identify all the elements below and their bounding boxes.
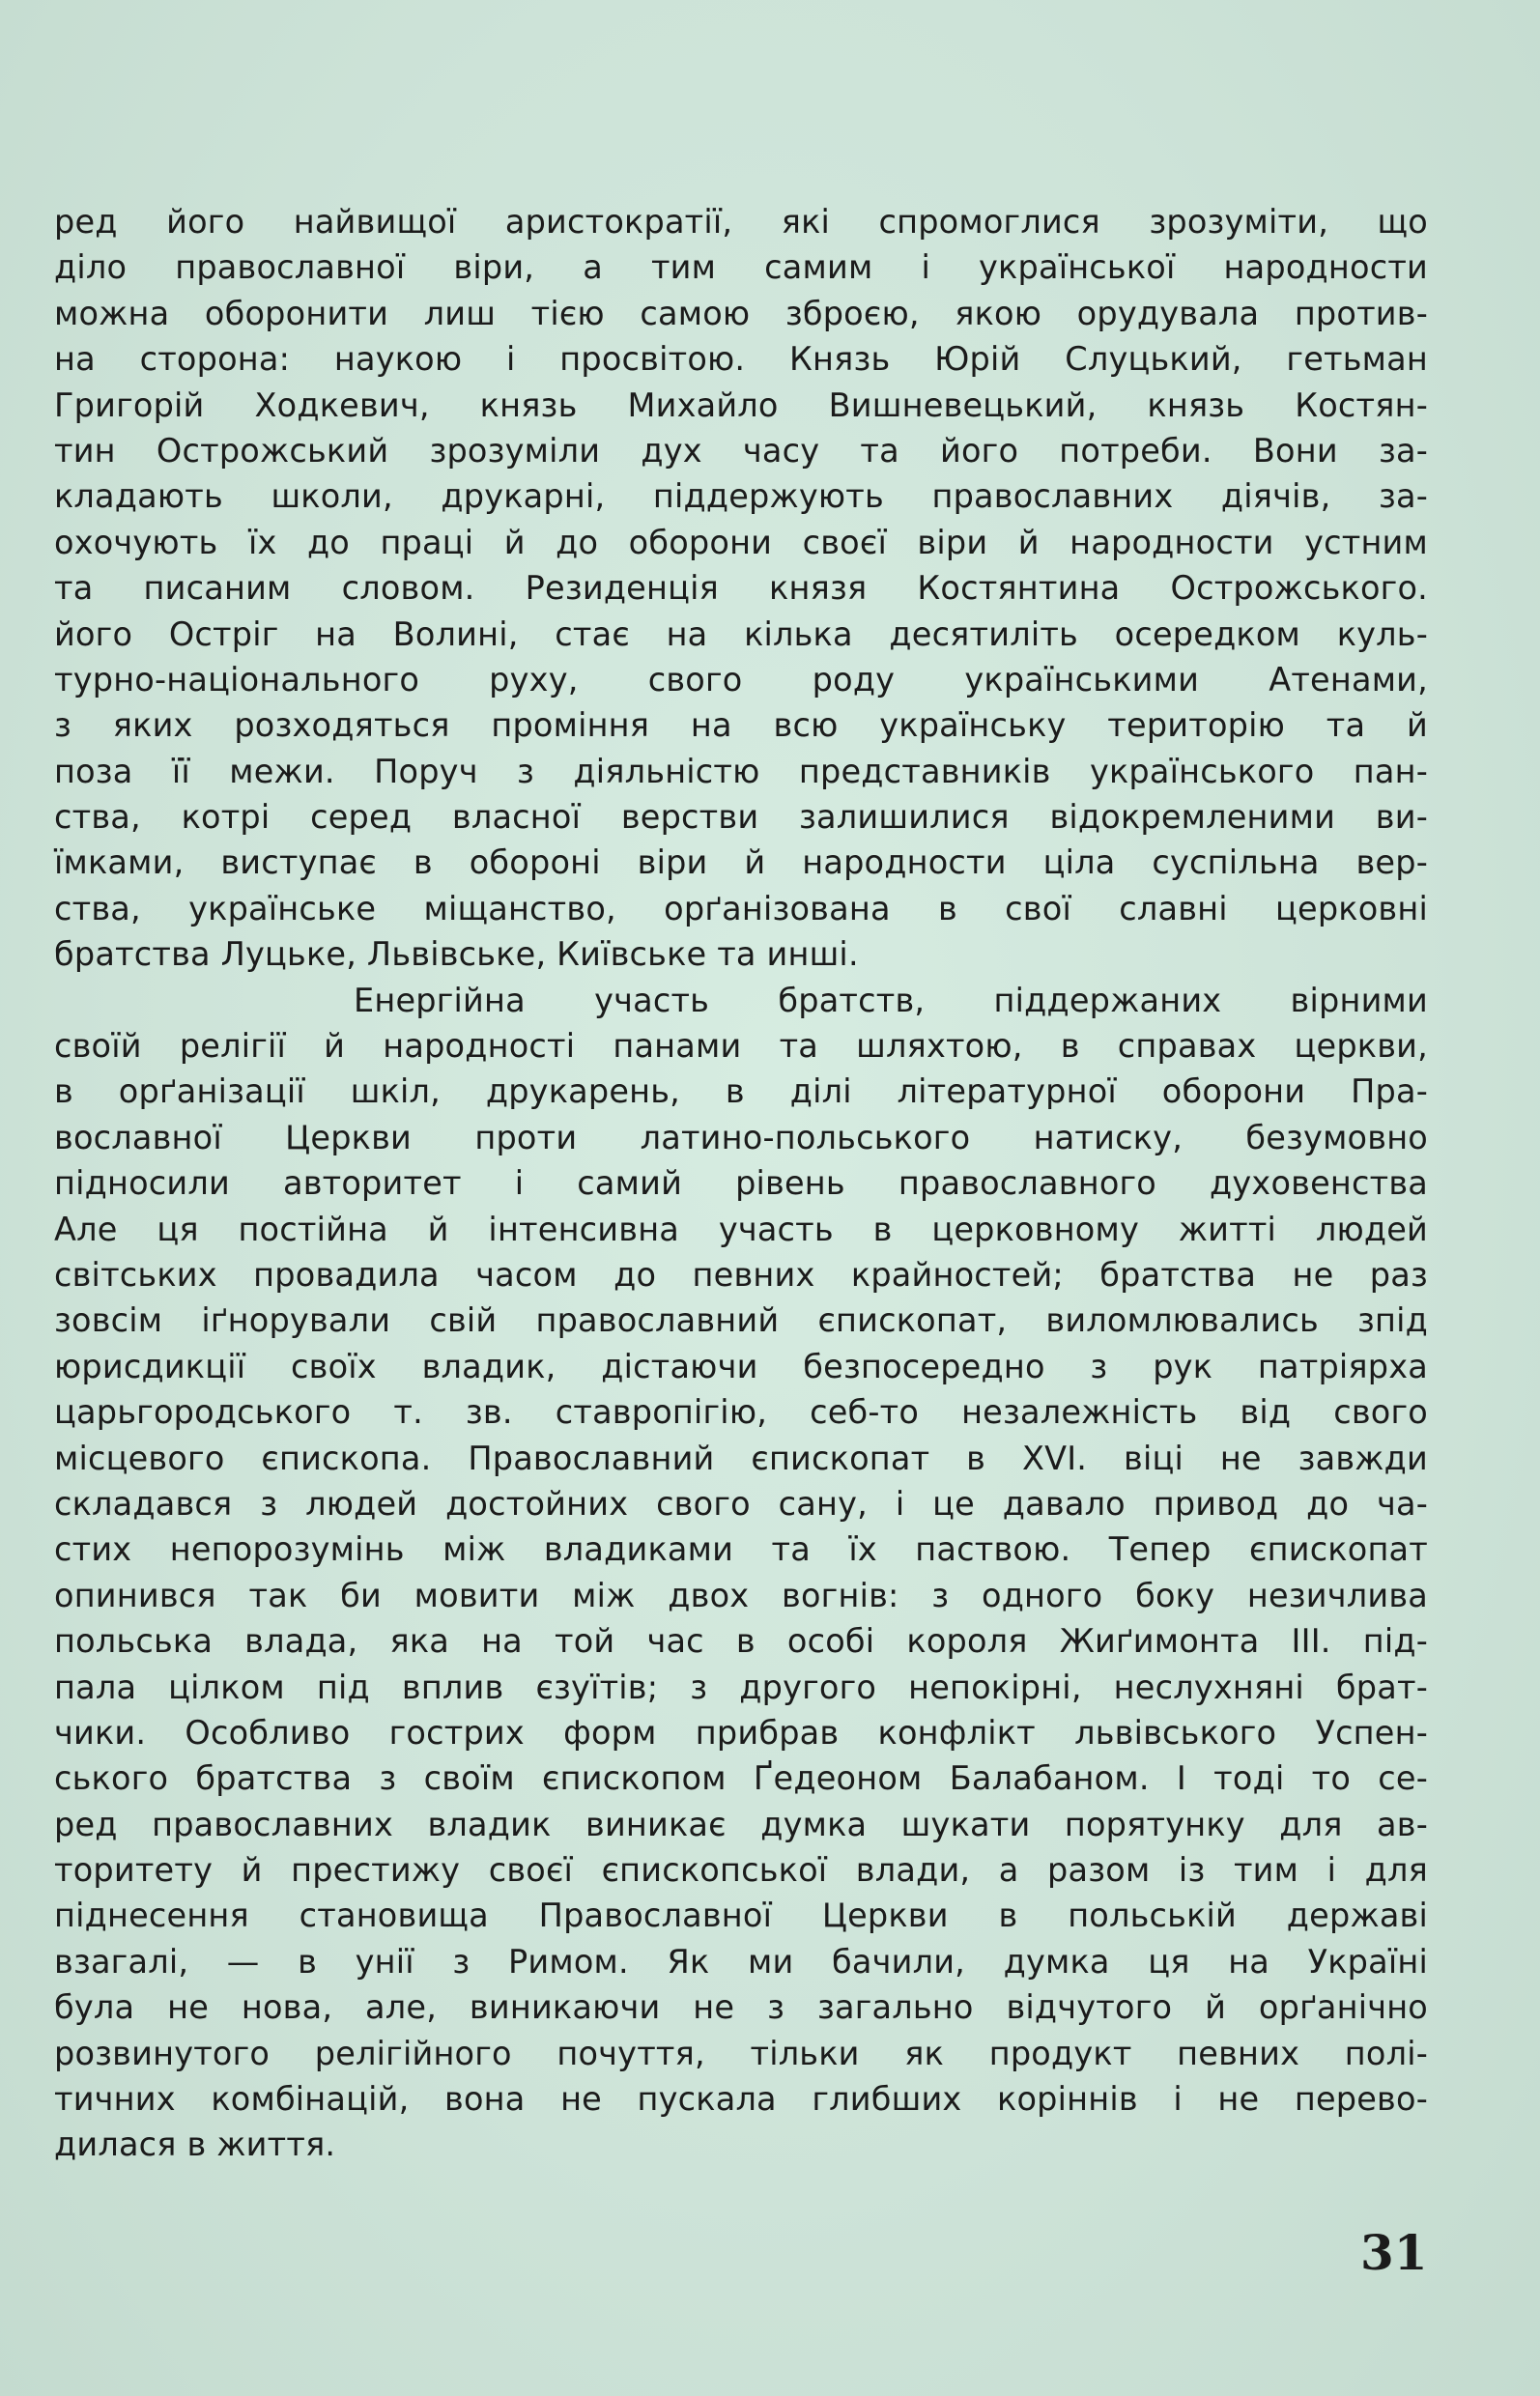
text-line: ред православних владик виникає думка шукати порятунку для ав- (54, 1805, 1428, 1843)
text-line: складався з людей достойних свого сану, і це давало привод до ча- (54, 1484, 1428, 1523)
text-line: з яких розходяться проміння на всю українську територію та й (54, 706, 1428, 745)
text-line: стих непорозумінь між владиками та їх паствою. Тепер єпископат (54, 1530, 1428, 1569)
text-line: опинився так би мовити між двох вогнів: з одного боку незичлива (54, 1576, 1428, 1614)
text-line: його Остріг на Волині, стає на кілька десятиліть осередком куль- (54, 614, 1428, 653)
text-line: чики. Особливо гострих форм прибрав конфлікт львівського Успен- (54, 1713, 1428, 1752)
paragraph-1 (54, 199, 1428, 978)
text-line: ського братства з своїм єпископом Ґедеоном Балабаном. І тоді то се- (54, 1759, 1428, 1798)
text-line: братства Луцьке, Львівське, Київське та инші. (54, 935, 859, 974)
text-line: поза її межи. Поруч з діяльністю представників українського пан- (54, 752, 1428, 790)
text-line: можна оборонити лиш тією самою зброєю, якою орудувала против- (54, 294, 1428, 332)
text-line: в орґанізації шкіл, друкарень, в ділі літературної оборони Пра- (54, 1072, 1428, 1111)
text-line: та писаним словом. Резиденція князя Костянтина Острожського. (54, 569, 1428, 608)
text-line: розвинутого релігійного почуття, тільки як продукт певних полі- (54, 2034, 1428, 2072)
text-line: місцевого єпископа. Православний єпископат в XVI. віці не завжди (54, 1439, 1428, 1477)
text-line: Але ця постійна й інтенсивна участь в церковному житті людей (54, 1210, 1428, 1248)
text-line: польська влада, яка на той час в особі короля Жиґимонта III. під- (54, 1622, 1428, 1661)
text-line: ред його найвищої аристократії, які спромоглися зрозуміти, що (54, 203, 1428, 241)
text-line: Григорій Ходкевич, князь Михайло Вишневецький, князь Костян- (54, 385, 1428, 424)
text-line: дилася в життя. (54, 2125, 336, 2164)
paragraph-2 (54, 978, 1428, 2168)
text-line: діло православної віри, а тим самим і української народности (54, 248, 1428, 287)
text-line: кладають школи, друкарні, піддержують православних діячів, за- (54, 477, 1428, 516)
text-line: тин Острожський зрозуміли дух часу та його потреби. Вони за- (54, 431, 1428, 470)
text-line: на сторона: наукою і просвітою. Князь Юрій Слуцький, гетьман (54, 340, 1428, 379)
text-line: охочують їх до праці й до оборони своєї віри й народности устним (54, 523, 1428, 561)
body-text (54, 199, 1428, 2168)
text-line: пала цілком під вплив єзуїтів; з другого непокірні, неслухняні брат- (54, 1668, 1428, 1706)
text-line: була не нова, але, виникаючи не з загально відчутого й орґанічно (54, 1988, 1428, 2027)
text-line: тичних комбінацій, вона не пускала глибших коріннів і не перево- (54, 2080, 1428, 2119)
text-line: ства, котрі серед власної верстви залишилися відокремленими ви- (54, 798, 1428, 837)
text-line: піднесення становища Православної Церкви в польській державі (54, 1897, 1428, 1935)
text-line: торитету й престижу своєї єпископської влади, а разом із тим і для (54, 1851, 1428, 1890)
text-line: царьгородського т. зв. ставропігію, себ-то незалежність від свого (54, 1393, 1428, 1432)
text-line: взагалі, — в унії з Римом. Як ми бачили, думка ця на Україні (54, 1942, 1428, 1981)
text-line: ства, українське міщанство, орґанізована в свої славні церковні (54, 889, 1428, 927)
text-line: їмками, виступає в обороні віри й народности ціла суспільна вер- (54, 843, 1428, 882)
text-line: зовсім іґнорували свій православний єпископат, виломлювались зпід (54, 1301, 1428, 1340)
text-line: турно-національного руху, свого роду українськими Атенами, (54, 660, 1428, 699)
text-line: підносили авторитет і самий рівень православного духовенства (54, 1164, 1428, 1203)
text-line: юрисдикції своїх владик, дістаючи безпосередно з рук патріярха (54, 1347, 1428, 1385)
text-line: вославної Церкви проти латино-польського натиску, безумовно (54, 1118, 1428, 1156)
text-line: Енергійна участь братств, піддержаних вірними (354, 981, 1428, 1019)
text-line: світських провадила часом до певних крайностей; братства не раз (54, 1255, 1428, 1294)
text-line: своїй релігії й народності панами та шляхтою, в справах церкви, (54, 1027, 1428, 1066)
page-number: 31 (1360, 2224, 1428, 2281)
